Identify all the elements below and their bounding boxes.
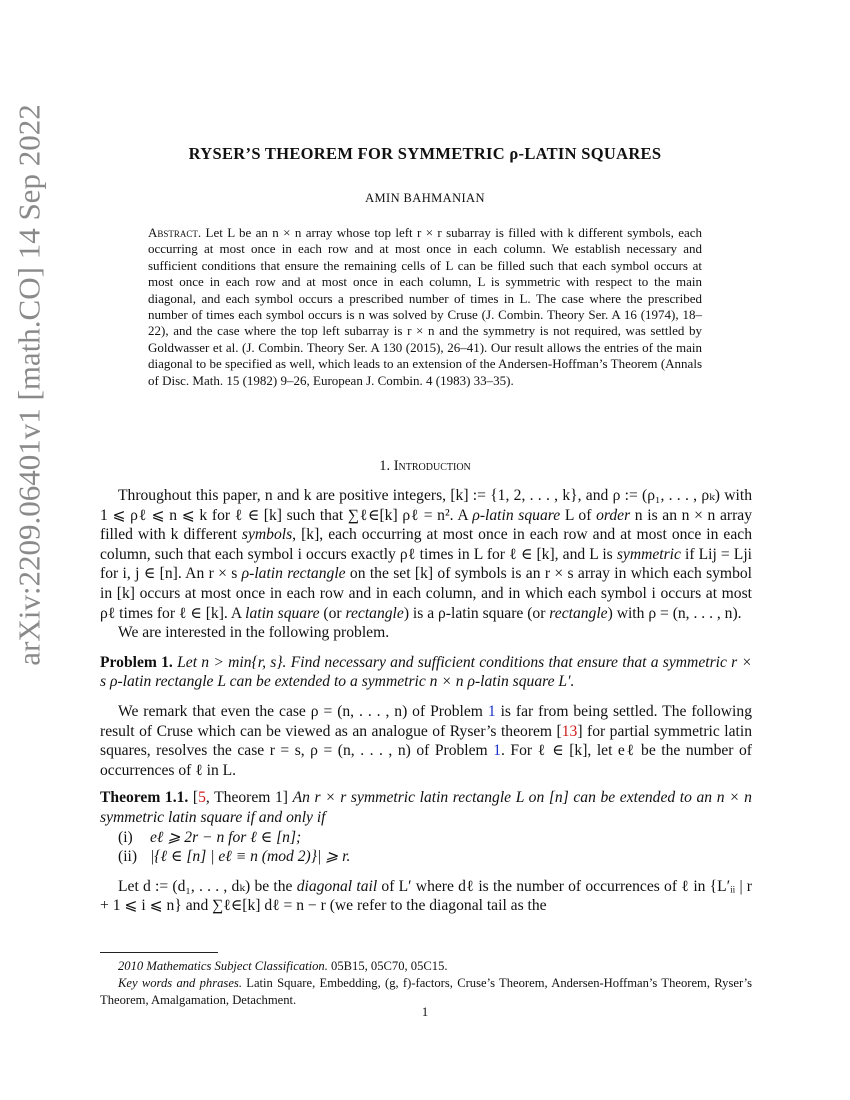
text-run: We remark that even the case ρ = (n, . . . , n) of Problem [118,702,488,720]
problem-ref-link[interactable]: 1 [487,702,496,720]
text-run: ] for partial symmetric latin squares, resolves the case r = s, ρ = (n, . . . , n) of Problem [100,722,752,760]
text-run: Throughout this paper, n and k are positive integers, [k] := {1, 2, . . . , k}, and ρ := (ρ₁, . . . , ρₖ) with 1 ⩽ ρℓ ⩽ n ⩽ k for ℓ ∈ [k] such that ∑ℓ∈[k] ρℓ = n². A [100,487,752,524]
abstract [148,225,702,389]
text-run: Let d := (d₁, . . . , dₖ) be the [118,877,297,895]
text-run: of L′ where dℓ is the number of occurrences of ℓ in {L′ᵢᵢ | r + 1 ⩽ i ⩽ n} and ∑ℓ∈[k] dℓ = n − r (we refer to the diagonal tail as the [100,877,752,915]
term-symbols: symbols [241,526,293,544]
section-title: Introduction [393,458,471,474]
condition-text: |{ℓ ∈ [n] | eℓ ≡ n (mod 2)}| ⩾ r. [150,848,351,866]
text-run: , Theorem 1] [205,789,288,807]
footnote-keywords [100,975,752,1009]
theorem-text: An r × r symmetric latin rectangle L on [n] can be extended to an n × n symmetric latin square if and only if [100,789,752,826]
problem-label: Problem 1. [100,653,173,671]
text-run: . For ℓ ∈ [k], let eℓ be the number of occurrences of ℓ in L. [100,742,752,779]
body-text [100,486,752,916]
term-rho-latin-square: ρ-latin square [472,506,561,524]
problem-1 [100,653,752,692]
arxiv-identifier [10,100,50,670]
theorem-1-1 [100,788,752,827]
page-number: 1 [421,1005,429,1019]
condition-text: eℓ ⩾ 2r − n for ℓ ∈ [n]; [150,828,302,846]
term-latin-square: latin square [245,604,320,622]
arxiv-identifier-text: arXiv:2209.06401v1 [math.CO] 14 Sep 2022 [12,104,48,666]
problem-ref-link[interactable]: 1 [493,742,501,760]
paragraph-4 [100,877,752,916]
section-number: 1. [379,458,391,474]
paragraph-1 [100,486,752,623]
footnote-msc [100,958,752,975]
theorem-conditions [118,828,752,867]
section-heading [100,458,750,475]
text-run: on the set [k] of symbols is an r × s array in which each symbol in [k] occurs at most once in each row and in each column, and in which each symbol i occurs at most ρℓ times for ℓ ∈ [k]. A [100,565,752,622]
text-run: ) is a ρ-latin square (or [403,604,550,622]
citation-link[interactable]: 13 [561,722,578,740]
paragraph-2: We are interested in the following problem. [118,624,390,642]
term-order: order [596,506,631,524]
text-run: ) with ρ = (n, . . . , n). [607,604,742,622]
condition-number: (i) [118,828,133,846]
text-run: L of [560,506,597,524]
citation-link[interactable]: 5 [198,789,206,807]
condition-item [118,828,752,848]
paper-title: RYSER’S THEOREM FOR SYMMETRIC ρ-LATIN SQUARES [188,144,662,163]
text-run: is far from being settled. The following result of Cruse which can be viewed as an analogue of Ryser’s theorem [ [100,702,752,740]
paragraph-3 [100,702,752,780]
text-run: if Lij = Lji for i, j ∈ [n]. An r × s [100,545,753,583]
term-symmetric: symmetric [616,545,681,563]
keywords-text: Latin Square, Embedding, (g, f)-factors, Cruse’s Theorem, Andersen-Hoffman’s Theorem, Ryser’s Theorem, Amalgamation, Detachment. [100,976,753,1007]
text-run: (or [319,604,346,622]
abstract-text: Let L be an n × n array whose top left r × r subarray is filled with k different symbols, each occurring at most once in each row and at most once in each column. We establish necessary and sufficient conditions that ensure the remaining cells of L can be filled such that each symbol occurs at most once in each row and at most once in each column, L is symmetric with respect to the main diagonal, and each symbol occurs a prescribed number of times in L. The case where the prescribed number of times each symbol occurs is n was solved by Cruse (J. Combin. Theory Ser. A 16 (1974), 18–22), and the case where the top left subarray is r × n and the symmetry is not required, was settled by Goldwasser et al. (J. Combin. Theory Ser. A 130 (2015), 26–41). Our result allows the entries of the main diagonal to be specified as well, which leads to an extension of the Andersen-Hoffman’s Theorem (Annals of Disc. Math. 15 (1982) 9–26, European J. Combin. 4 (1983) 33–35). [148,225,703,388]
term-diagonal-tail: diagonal tail [296,877,378,895]
theorem-label: Theorem 1.1. [100,789,189,807]
condition-item [118,847,752,867]
problem-text: Let n > min{r, s}. Find necessary and sufficient conditions that ensure that a symmetric r × s ρ-latin rectangle L can be extended to a symmetric n × n ρ-latin square L′. [100,653,752,691]
term-rho-latin-rectangle: ρ-latin rectangle [241,565,346,583]
abstract-label: Abstract. [148,225,202,240]
text-run: [ [192,789,199,807]
msc-label: 2010 Mathematics Subject Classification. [118,959,328,973]
condition-number: (ii) [118,848,138,866]
footnotes [100,952,752,1009]
text-run: n is an n × n array filled with k different [100,506,753,544]
term-rectangle: rectangle [345,604,404,622]
keywords-label: Key words and phrases. [118,976,242,990]
term-rectangle: rectangle [549,604,608,622]
text-run: , [k], each occurring at most once in each row and at most once in each column, such that each symbol i occurs exactly ρℓ times in L for ℓ ∈ [k], and L is [100,526,752,563]
msc-codes: 05B15, 05C70, 05C15. [327,959,448,973]
author-name: AMIN BAHMANIAN [365,191,485,205]
